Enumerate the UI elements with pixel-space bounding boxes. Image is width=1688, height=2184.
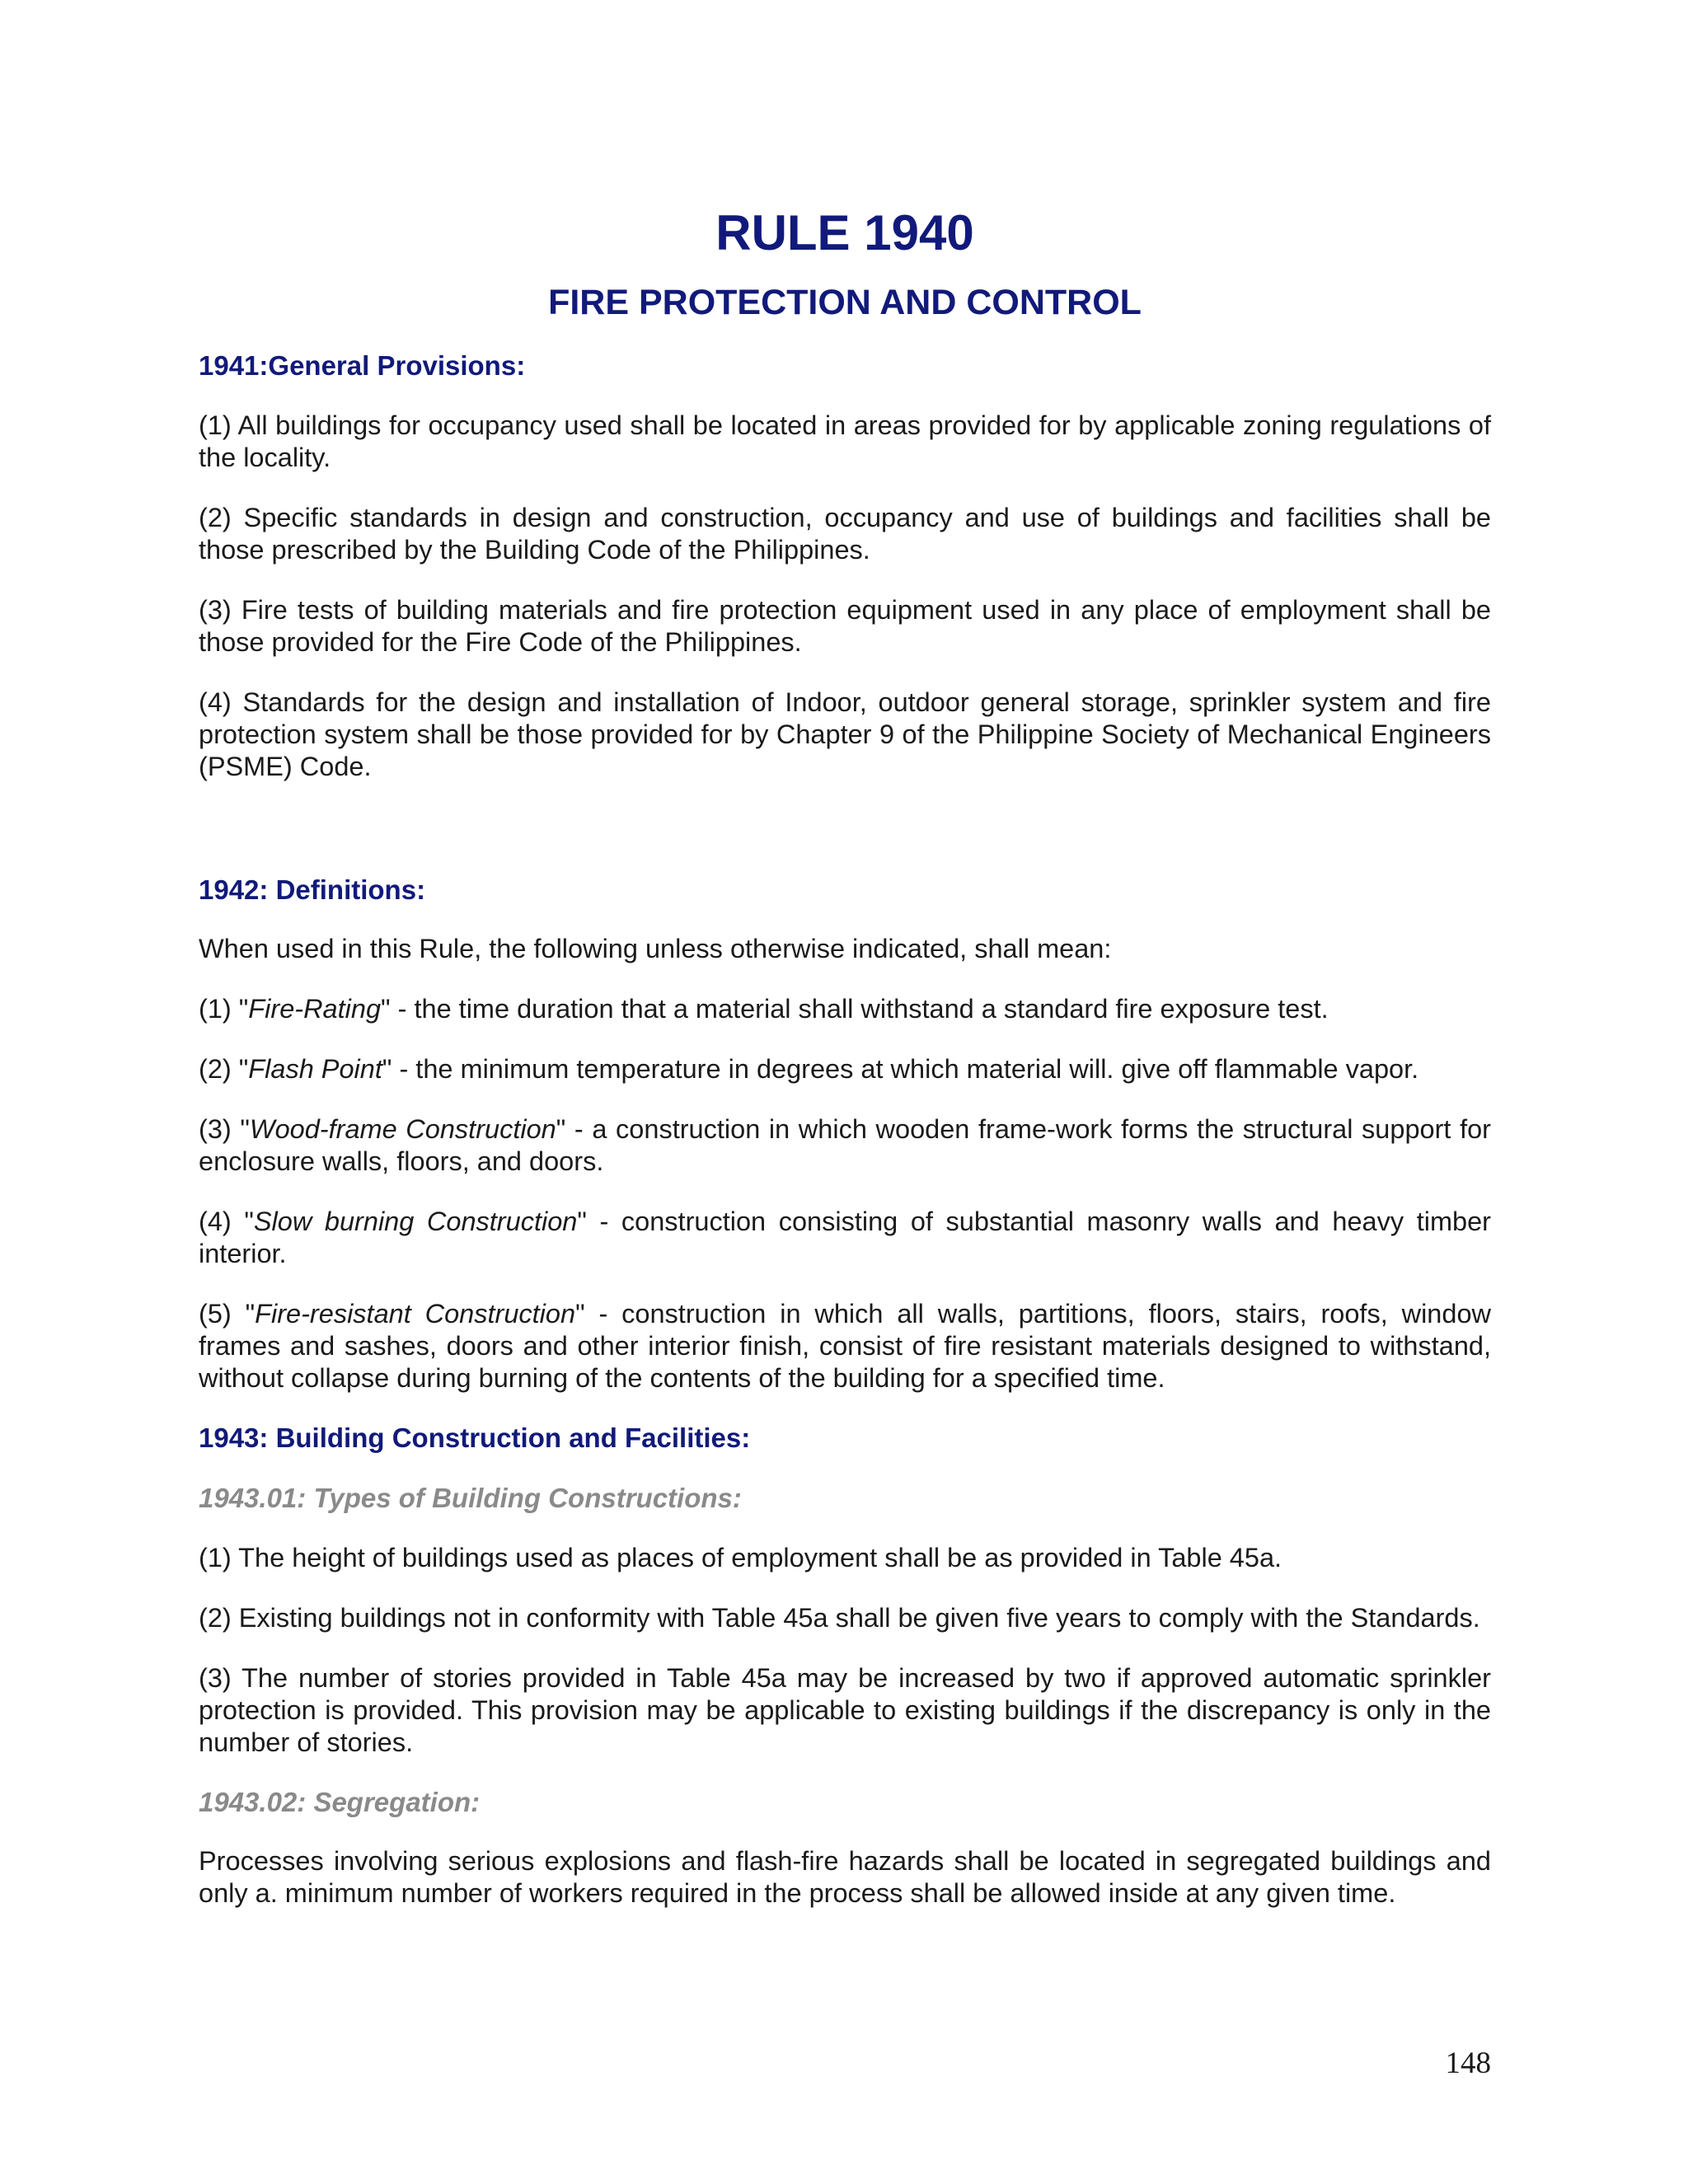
page-number: 148: [1445, 2046, 1491, 2080]
definition-term: Fire-Rating: [248, 994, 382, 1024]
subsection-heading-1943-01: 1943.01: Types of Building Constructions:: [199, 1483, 742, 1514]
definition-term: Flash Point: [248, 1054, 382, 1085]
provision-1941-3: (3) Fire tests of building materials and fire protection equipment used in any place of employment shall be those provided for the Fire Code of the Philippines.: [199, 594, 1491, 657]
page-subtitle: FIRE PROTECTION AND CONTROL: [548, 283, 1142, 322]
definition-4: (4) "Slow burning Construction" - construction consisting of substantial masonry walls and heavy timber interior.: [199, 1207, 1491, 1269]
provision-1943-01-2: (2) Existing buildings not in conformity with Table 45a shall be given five years to comply with the Standards.: [199, 1602, 1480, 1633]
document-page: [199, 206, 1491, 1910]
provision-1943-01-1: (1) The height of buildings used as places of employment shall be as provided in Table 45a.: [199, 1542, 1282, 1572]
section-heading-1943: 1943: Building Construction and Facilities:: [199, 1422, 751, 1454]
segregation-paragraph: Processes involving serious explosions and flash-fire hazards shall be located in segregated buildings and only a. minimum number of workers required in the process shall be allowed inside at any given time.: [199, 1846, 1491, 1909]
provision-1943-01-3: (3) The number of stories provided in Table 45a may be increased by two if approved automatic sprinkler protection is provided. This provision may be applicable to existing buildings if the discrepancy is only in the number of stories.: [199, 1662, 1491, 1757]
definitions-intro: When used in this Rule, the following unless otherwise indicated, shall mean:: [199, 934, 1112, 964]
definition-term: Fire-resistant Construction: [255, 1299, 576, 1329]
page-title: RULE 1940: [715, 205, 974, 260]
definition-2: (2) "Flash Point" - the minimum temperature in degrees at which material will. give off flammable vapor.: [199, 1054, 1419, 1085]
definition-5: (5) "Fire-resistant Construction" - construction in which all walls, partitions, floors, stairs, roofs, window frames and sashes, doors and other interior finish, consist of fire resistant materials designed to withstand, without collapse during burning of the contents of the building for a specified time.: [199, 1299, 1491, 1394]
definition-term: Wood-frame Construction: [249, 1114, 556, 1145]
section-heading-1942: 1942: Definitions:: [199, 874, 426, 905]
provision-1941-1: (1) All buildings for occupancy used shall be located in areas provided for by applicable zoning regulations of the locality.: [199, 410, 1491, 472]
definition-1: (1) "Fire-Rating" - the time duration that a material shall withstand a standard fire exposure test.: [199, 994, 1329, 1024]
provision-1941-2: (2) Specific standards in design and construction, occupancy and use of buildings and facilities shall be those prescribed by the Building Code of the Philippines.: [199, 502, 1491, 565]
definition-3: (3) "Wood-frame Construction" - a construction in which wooden frame-work forms the structural support for enclosure walls, floors, and doors.: [199, 1114, 1491, 1177]
provision-1941-4: (4) Standards for the design and installation of Indoor, outdoor general storage, sprinkler system and fire protection system shall be those provided for by Chapter 9 of the Philippine Society of Mechanical Engineers (PSME) Code.: [199, 687, 1491, 781]
definition-term: Slow burning Construction: [253, 1207, 578, 1237]
section-heading-1941: 1941:General Provisions:: [199, 350, 526, 382]
subsection-heading-1943-02: 1943.02: Segregation:: [199, 1786, 481, 1817]
